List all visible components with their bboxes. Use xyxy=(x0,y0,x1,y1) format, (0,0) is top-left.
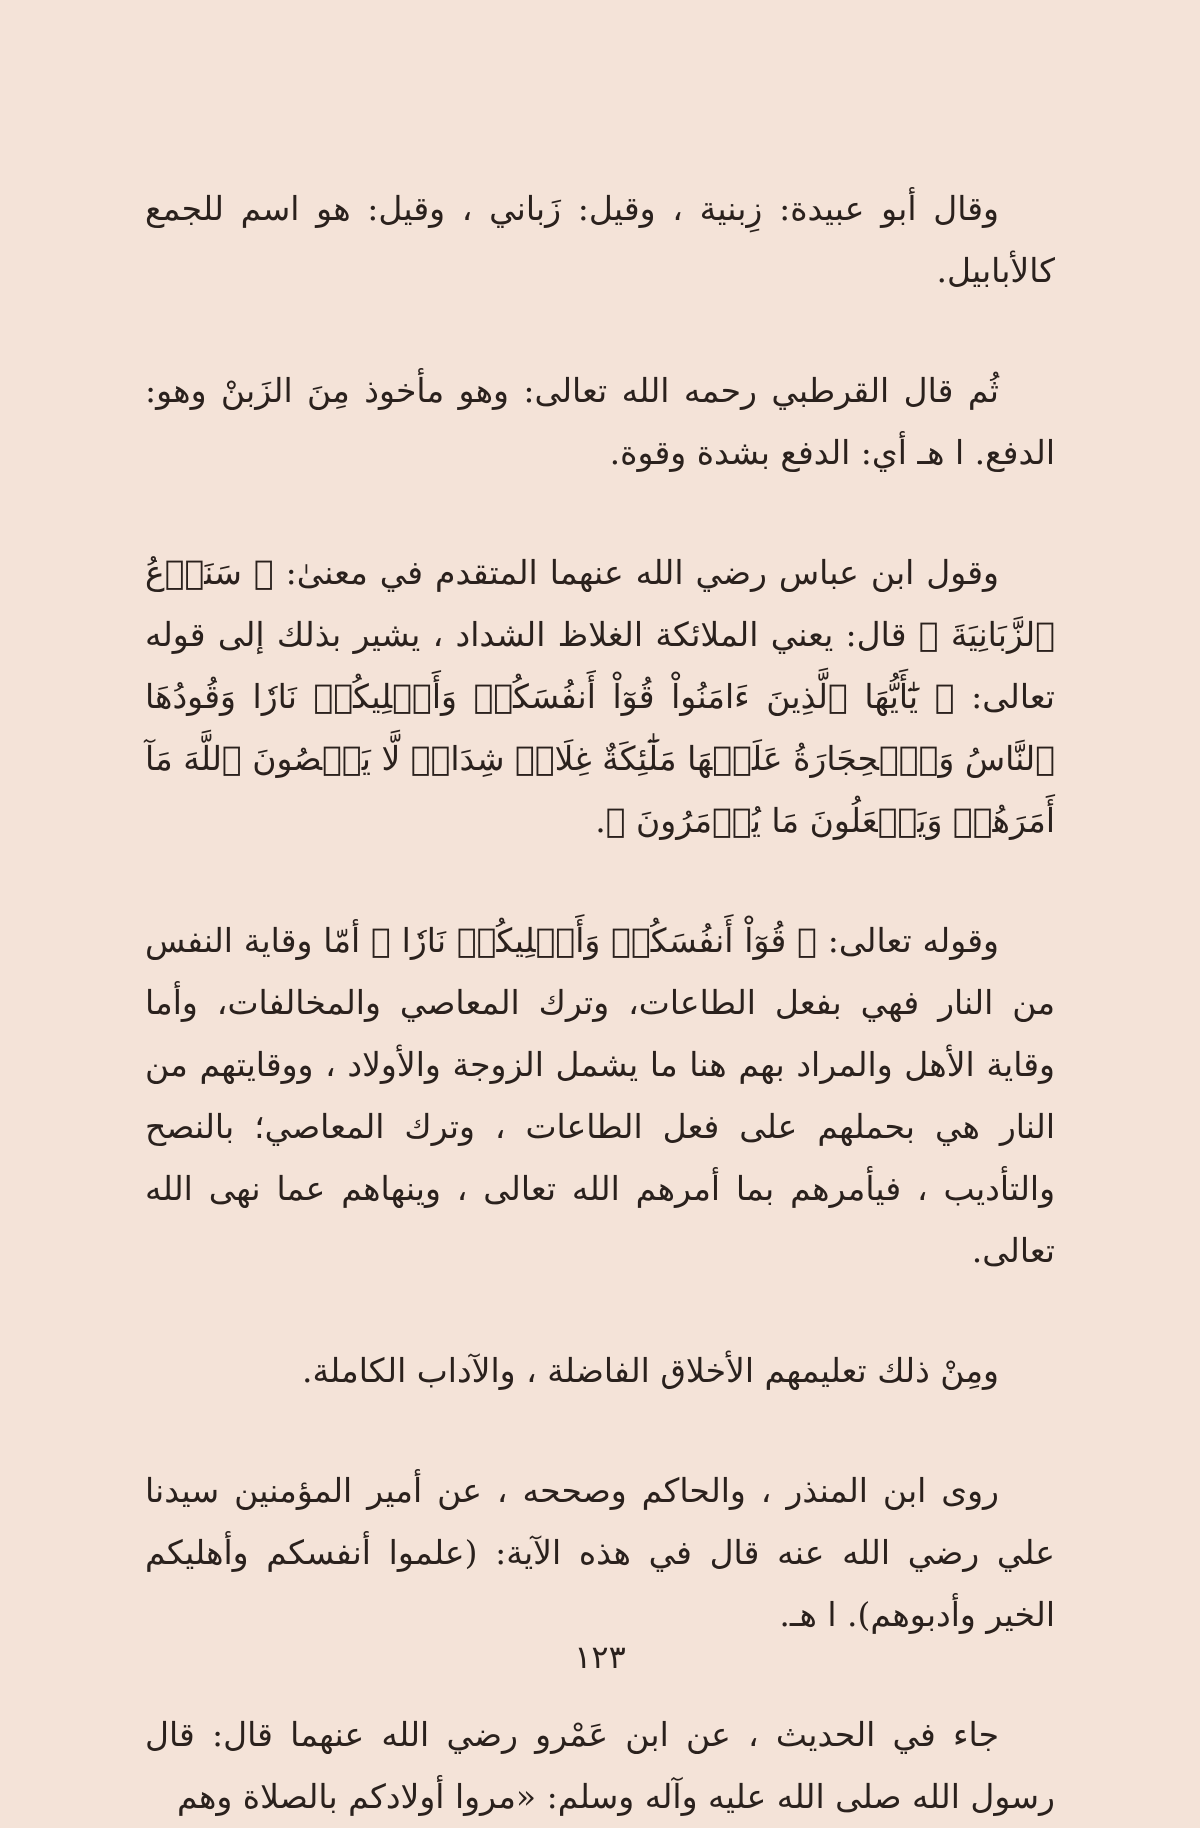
paragraph-abu-ubayda: وقال أبو عبيدة: زِبنية ، وقيل: زَباني ، وقيل: هو اسم للجمع كالأبابيل. xyxy=(145,189,1055,290)
paragraph-manners: ومِنْ ذلك تعليمهم الأخلاق الفاضلة ، والآداب الكاملة. xyxy=(301,1351,999,1390)
page-number: ١٢٣ xyxy=(574,1638,626,1676)
paragraph-hadith: جاء في الحديث ، عن ابن عَمْرو رضي الله عنهما قال: قال رسول الله صلى الله عليه وآله وسلم: «مروا أولادكم بالصلاة وهم xyxy=(145,1715,1055,1816)
book-page xyxy=(145,178,1055,1816)
paragraph-qurtubi: ثُم قال القرطبي رحمه الله تعالى: وهو مأخوذ مِنَ الزَبنْ وهو: الدفع. ا هـ أي: الدفع بشدة وقوة. xyxy=(145,371,1055,472)
paragraph-ibn-al-mundhir: روى ابن المنذر ، والحاكم وصححه ، عن أمير المؤمنين سيدنا علي رضي الله عنه قال في هذه الآية: (علموا أنفسكم وأهليكم الخير وأدبوهم). ا هـ. xyxy=(145,1471,1055,1634)
paragraph-protect-family: وقوله تعالى: ﴿ قُوٓاْ أَنفُسَكُمۡ وَأَهۡلِيكُمۡ نَارٗا ﴾ أمّا وقاية النفس من النار فهي بفعل الطاعات، وترك المعاصي والمخالفات، وأما وقاية الأهل والمراد بهم هنا ما يشمل الزوجة والأولاد ، ووقايتهم من النار هي بحملهم على فعل الطاعات ، وترك المعاصي؛ بالنصح والتأديب ، فيأمرهم بما أمرهم الله تعالى ، وينهاهم عما نهى الله تعالى. xyxy=(145,921,1055,1270)
paragraph-ibn-abbas: وقول ابن عباس رضي الله عنهما المتقدم في معنىٰ: ﴿ سَنَدۡعُ ٱلزَّبَانِيَةَ ﴾ قال: يعني الملائكة الغلاظ الشداد ، يشير بذلك إلى قوله تعالى: ﴿ يَٰٓأَيُّهَا ٱلَّذِينَ ءَامَنُواْ قُوٓاْ أَنفُسَكُمۡ وَأَهۡلِيكُمۡ نَارٗا وَقُودُهَا ٱلنَّاسُ وَٱلۡحِجَارَةُ عَلَيۡهَا مَلَٰٓئِكَةٌ غِلَاظٞ شِدَادٞ لَّا يَعۡصُونَ ٱللَّهَ مَآ أَمَرَهُمۡ وَيَفۡعَلُونَ مَا يُؤۡمَرُونَ ﴾. xyxy=(145,553,1055,840)
